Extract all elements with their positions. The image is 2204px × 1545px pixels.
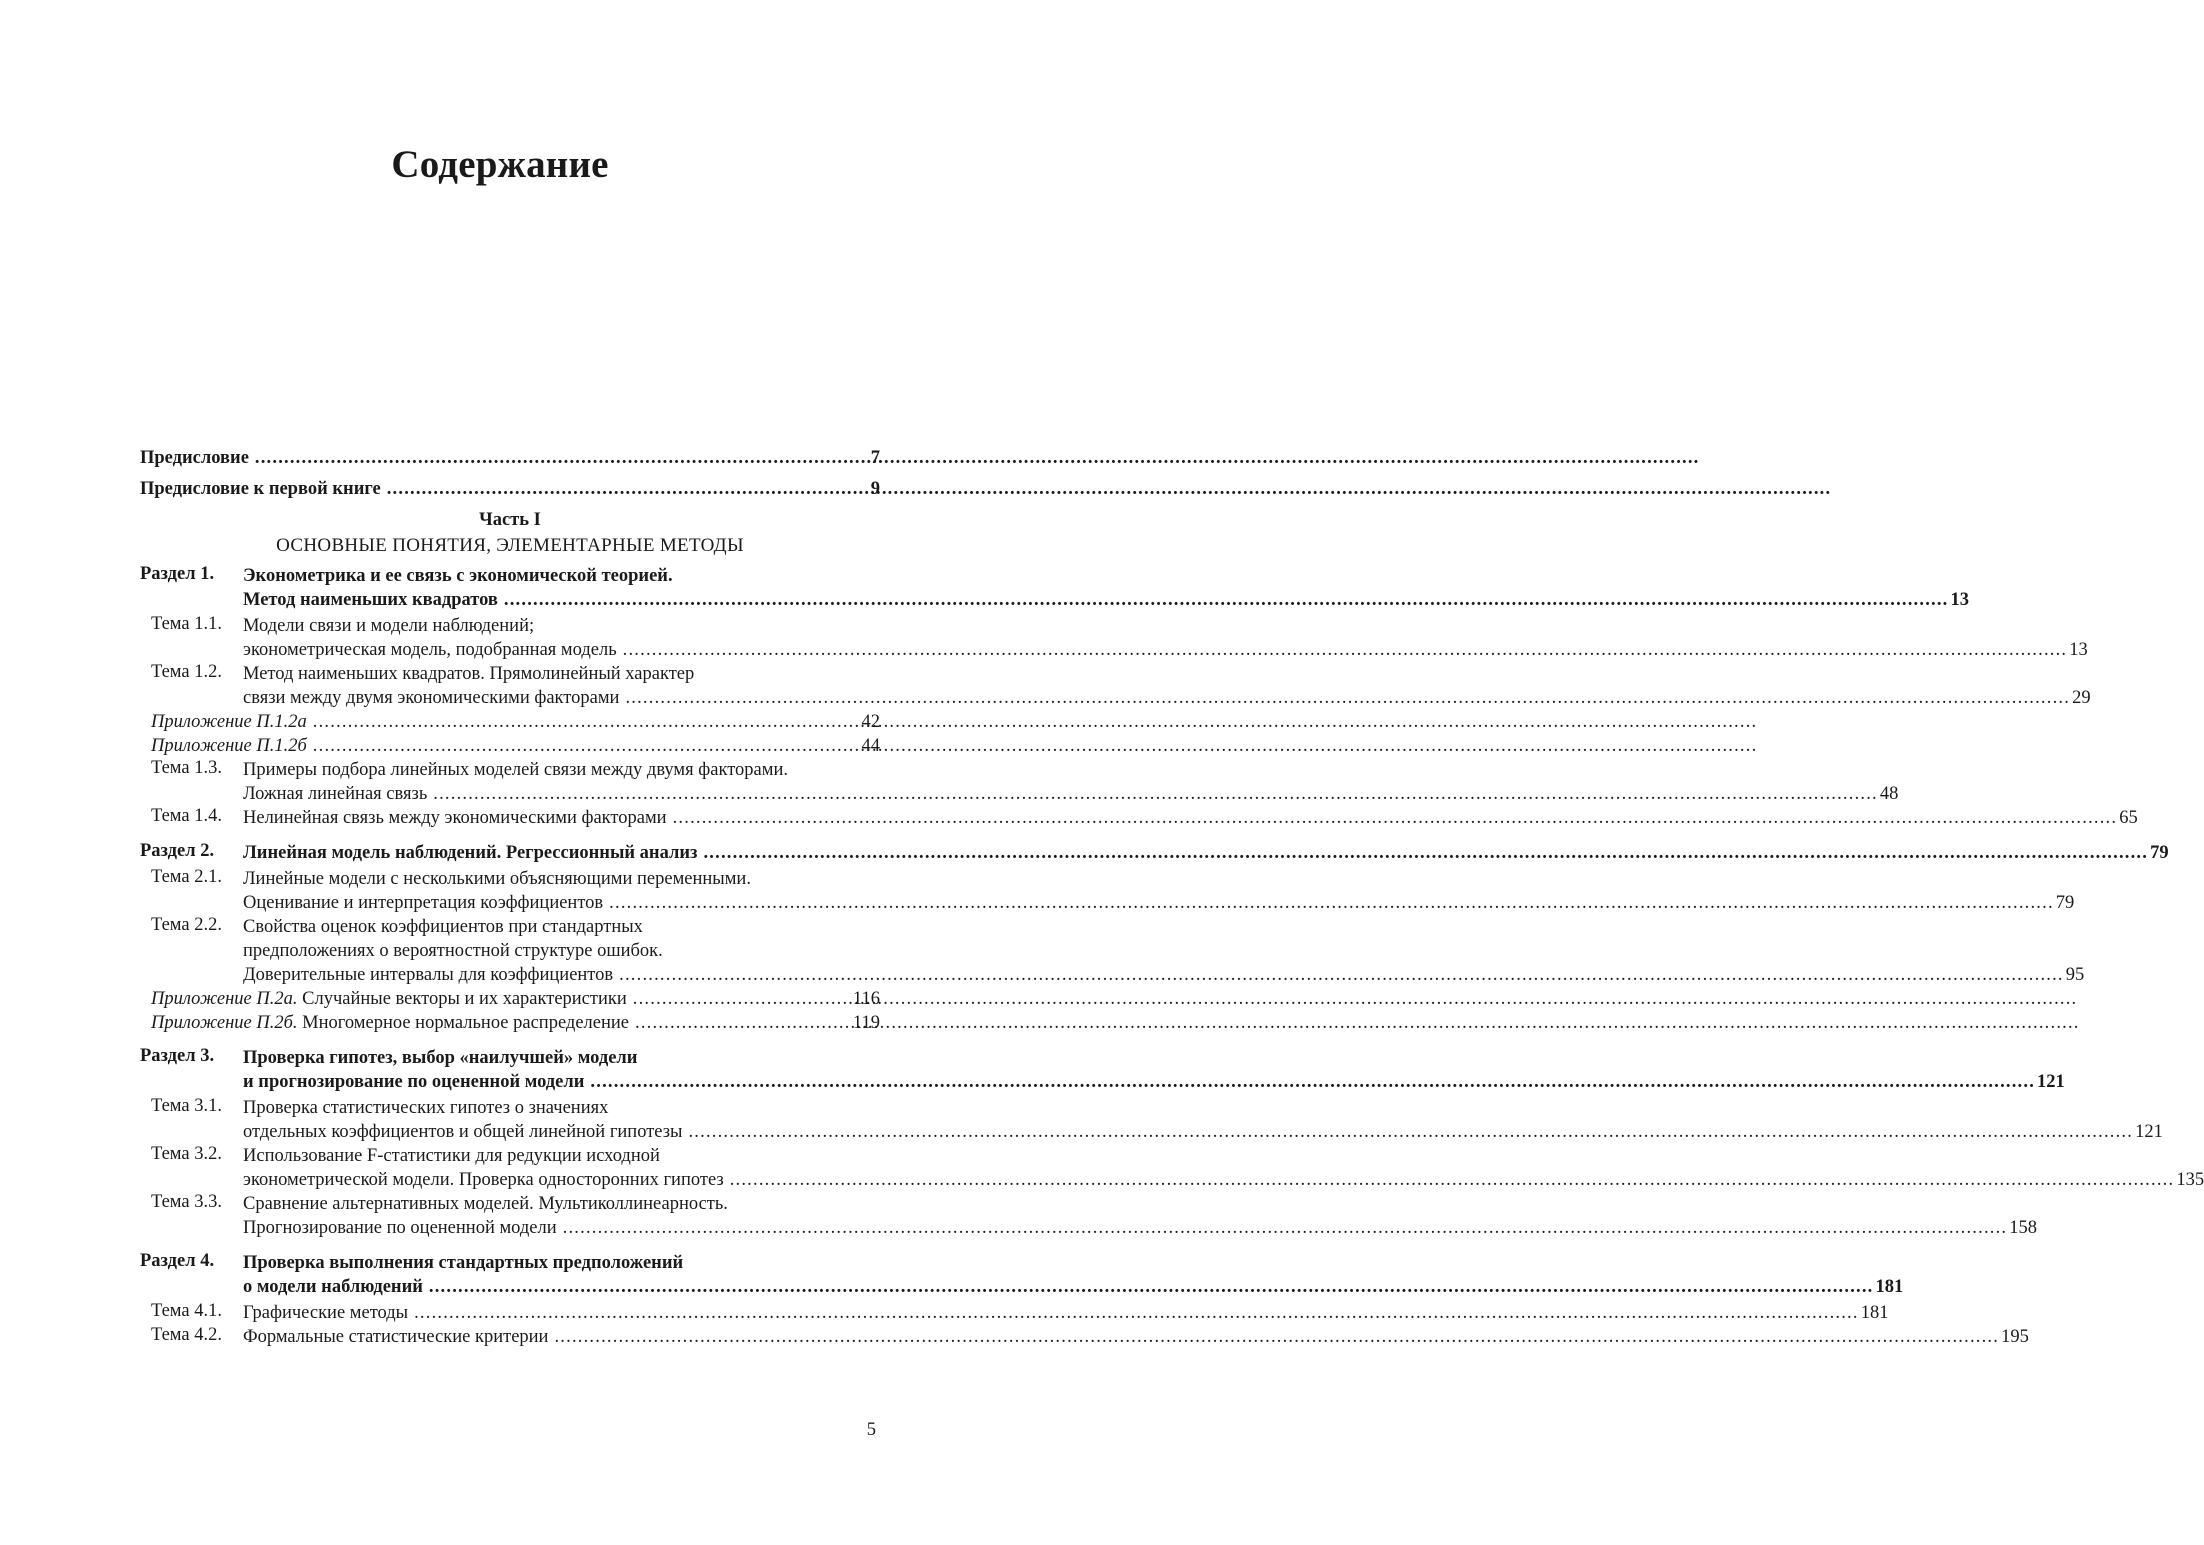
- entry-text: Метод наименьших квадратов: [243, 590, 498, 610]
- appendix-label: Приложение П.1.2б: [151, 736, 307, 756]
- toc-topic: [140, 1096, 2163, 1144]
- leader-dots: [730, 1168, 2175, 1192]
- toc-topic: [140, 758, 1899, 806]
- entry-line: [243, 758, 1898, 782]
- topic-label: Тема 1.3.: [151, 758, 222, 778]
- topic-label: Тема 3.1.: [151, 1096, 222, 1116]
- leader-dots: [623, 638, 2068, 662]
- toc-topic: [140, 806, 2138, 830]
- toc-section: [140, 1046, 2065, 1094]
- entry-line: [243, 614, 2088, 638]
- toc-topic: [140, 1144, 2204, 1192]
- entry-text: Эконометрика и ее связь с экономической теорией.: [243, 566, 673, 586]
- entry-text: связи между двумя экономическими факторами: [243, 688, 620, 708]
- entry-text: [151, 734, 307, 758]
- section-title: [243, 841, 2169, 865]
- leader-dots: [625, 686, 2070, 710]
- leader-dots: [633, 987, 851, 1011]
- toc-topic: [140, 915, 2085, 987]
- entry-last-line: [243, 963, 2084, 987]
- toc-topic: [140, 867, 2075, 915]
- topic-title: [243, 662, 2091, 710]
- leader-dots: [554, 1325, 1999, 1349]
- leader-dots: [387, 477, 869, 501]
- topic-title: [243, 1144, 2204, 1192]
- toc-appendix: [140, 987, 880, 1011]
- entry-text: Прогнозирование по оцененной модели: [243, 1218, 557, 1238]
- entry-text: Использование F-статистики для редукции исходной: [243, 1146, 660, 1166]
- entry-line: [243, 915, 2084, 939]
- entry-page: 121: [2037, 1072, 2065, 1092]
- entry-line: [243, 1144, 2204, 1168]
- entry-text: Формальные статистические критерии: [243, 1327, 549, 1347]
- leader-dots: [703, 841, 2148, 865]
- entry-page: 135: [2176, 1170, 2204, 1190]
- toc-entry-front: [140, 477, 880, 501]
- section-title: [243, 1046, 2065, 1094]
- entry-text: предположениях о вероятностной структуре ошибок.: [243, 941, 663, 961]
- entry-page: 7: [870, 448, 880, 468]
- entry-text: Линейная модель наблюдений. Регрессионный анализ: [243, 843, 698, 863]
- entry-last-line: [243, 686, 2091, 710]
- appendix-label: Приложение П.2а.: [151, 989, 298, 1009]
- entry-text: Предисловие к первой книге: [140, 479, 381, 499]
- part-heading: [140, 508, 880, 558]
- topic-label: Тема 4.2.: [151, 1325, 222, 1345]
- topic-title: [243, 867, 2074, 915]
- leader-dots: [429, 1275, 1874, 1299]
- entry-page: 42: [861, 712, 880, 732]
- toc-topic: [140, 1325, 2029, 1349]
- topic-label: Тема 1.1.: [151, 614, 222, 634]
- leader-dots: [313, 710, 860, 734]
- entry-page: 79: [2055, 893, 2075, 913]
- leader-dots: [563, 1216, 2008, 1240]
- leader-dots: [590, 1070, 2035, 1094]
- toc-entry-front: [140, 446, 880, 470]
- topic-title: [243, 1192, 2037, 1240]
- entry-page: 79: [2150, 843, 2169, 863]
- topic-label: Тема 2.2.: [151, 915, 222, 935]
- entry-page: 158: [2009, 1218, 2038, 1238]
- entry-last-line: [243, 891, 2074, 915]
- entry-page: 48: [1879, 784, 1899, 804]
- toc-appendix: [140, 734, 880, 758]
- entry-text: Ложная линейная связь: [243, 784, 428, 804]
- entry-text: Приложение П.2а. Случайные векторы и их характеристики: [151, 989, 627, 1009]
- entry-page: 195: [2001, 1327, 2029, 1347]
- leader-dots: [673, 806, 2118, 830]
- topic-label: Тема 3.3.: [151, 1192, 222, 1212]
- entry-line: [243, 564, 1969, 588]
- section-title: [243, 1251, 1903, 1299]
- entry-last-line: [243, 1325, 2029, 1349]
- entry-last-line: [243, 638, 2088, 662]
- entry-text: Метод наименьших квадратов. Прямолинейный характер: [243, 664, 695, 684]
- entry-page: 9: [870, 479, 880, 499]
- entry-line: [243, 939, 2084, 963]
- toc-section: [140, 1251, 1904, 1299]
- entry-text: [151, 710, 307, 734]
- leader-dots: [414, 1301, 1859, 1325]
- topic-title: [243, 614, 2088, 662]
- toc-topic: [140, 1192, 2038, 1240]
- entry-text: Модели связи и модели наблюдений;: [243, 616, 535, 636]
- entry-page: 29: [2072, 688, 2091, 708]
- leader-dots: [688, 1120, 2133, 1144]
- entry-text: эконометрическая модель, подобранная модель: [243, 640, 617, 660]
- section-title: [243, 564, 1969, 612]
- leader-dots: [635, 1011, 851, 1035]
- entry-page: 13: [1950, 590, 1969, 610]
- entry-text: отдельных коэффициентов и общей линейной гипотезы: [243, 1122, 683, 1142]
- entry-page: 44: [861, 736, 880, 756]
- entry-last-line: [243, 588, 1969, 612]
- topic-title: [243, 1325, 2029, 1349]
- topic-title: [243, 758, 1898, 806]
- leader-dots: [504, 588, 1949, 612]
- entry-text: Оценивание и интерпретация коэффициентов: [243, 893, 604, 913]
- topic-label: Тема 1.2.: [151, 662, 222, 682]
- section-label: Раздел 2.: [140, 841, 215, 861]
- entry-text: Предисловие: [140, 448, 249, 468]
- entry-last-line: [243, 806, 2138, 830]
- entry-line: [243, 1046, 2065, 1070]
- topic-label: Тема 2.1.: [151, 867, 222, 887]
- entry-line: [243, 867, 2074, 891]
- leader-dots: [619, 963, 2064, 987]
- section-label: Раздел 4.: [140, 1251, 215, 1271]
- topic-label: Тема 3.2.: [151, 1144, 222, 1164]
- entry-text: Приложение П.2б. Многомерное нормальное распределение: [151, 1013, 630, 1033]
- toc-appendix: [140, 710, 880, 734]
- page-number: 5: [866, 1420, 876, 1440]
- entry-line: [243, 1192, 2037, 1216]
- entry-text: эконометрической модели. Проверка односторонних гипотез: [243, 1170, 724, 1190]
- section-label: Раздел 1.: [140, 564, 215, 584]
- entry-text: о модели наблюдений: [243, 1277, 423, 1297]
- entry-line: [243, 1251, 1903, 1275]
- entry-text: Проверка статистических гипотез о значениях: [243, 1098, 609, 1118]
- entry-last-line: [243, 1120, 2163, 1144]
- entry-last-line: [243, 782, 1898, 806]
- topic-title: [243, 915, 2084, 987]
- entry-text: Проверка гипотез, выбор «наилучшей» модели: [243, 1048, 638, 1068]
- entry-last-line: [243, 1301, 1888, 1325]
- entry-last-line: [243, 1168, 2204, 1192]
- entry-page: 121: [2135, 1122, 2163, 1142]
- entry-text: Примеры подбора линейных моделей связи между двумя факторами.: [243, 760, 789, 780]
- appendix-label: Приложение П.2б.: [151, 1013, 298, 1033]
- topic-label: Тема 1.4.: [151, 806, 222, 826]
- entry-last-line: [243, 1275, 1903, 1299]
- entry-page: 116: [852, 989, 880, 1009]
- entry-text: Сравнение альтернативных моделей. Мультиколлинеарность.: [243, 1194, 728, 1214]
- entry-page: 181: [1860, 1303, 1889, 1323]
- page-title: Содержание: [391, 143, 609, 186]
- leader-dots: [609, 891, 2054, 915]
- entry-text: и прогнозирование по оцененной модели: [243, 1072, 585, 1092]
- entry-page: 65: [2119, 808, 2138, 828]
- entry-text: Нелинейная связь между экономическими факторами: [243, 808, 667, 828]
- toc-section: [140, 841, 2169, 865]
- entry-text: Доверительные интервалы для коэффициентов: [243, 965, 614, 985]
- entry-line: [243, 1096, 2163, 1120]
- entry-page: 119: [852, 1013, 880, 1033]
- appendix-label: Приложение П.1.2а: [151, 712, 307, 732]
- toc-topic: [140, 614, 2088, 662]
- leader-dots: [313, 734, 860, 758]
- topic-title: [243, 1301, 1888, 1325]
- section-label: Раздел 3.: [140, 1046, 215, 1066]
- entry-last-line: [243, 841, 2169, 865]
- leader-dots: [433, 782, 1878, 806]
- entry-page: 13: [2069, 640, 2088, 660]
- entry-last-line: [243, 1216, 2037, 1240]
- toc-topic: [140, 1301, 1889, 1325]
- toc-section: [140, 564, 1969, 612]
- topic-title: [243, 806, 2138, 830]
- topic-title: [243, 1096, 2163, 1144]
- table-of-contents: [140, 446, 2204, 1349]
- leader-dots: [255, 446, 869, 470]
- entry-line: [243, 662, 2091, 686]
- entry-text: Свойства оценок коэффициентов при стандартных: [243, 917, 643, 937]
- toc-topic: [140, 662, 2091, 710]
- part-title: ОСНОВНЫЕ ПОНЯТИЯ, ЭЛЕМЕНТАРНЫЕ МЕТОДЫ: [276, 535, 744, 556]
- toc-appendix: [140, 1011, 880, 1035]
- entry-page: 95: [2065, 965, 2085, 985]
- topic-label: Тема 4.1.: [151, 1301, 222, 1321]
- entry-text: Линейные модели с несколькими объясняющими переменными.: [243, 869, 751, 889]
- entry-last-line: [243, 1070, 2065, 1094]
- entry-text: Проверка выполнения стандартных предположений: [243, 1253, 684, 1273]
- part-label: Часть I: [479, 510, 541, 530]
- entry-page: 181: [1875, 1277, 1904, 1297]
- entry-text: Графические методы: [243, 1303, 409, 1323]
